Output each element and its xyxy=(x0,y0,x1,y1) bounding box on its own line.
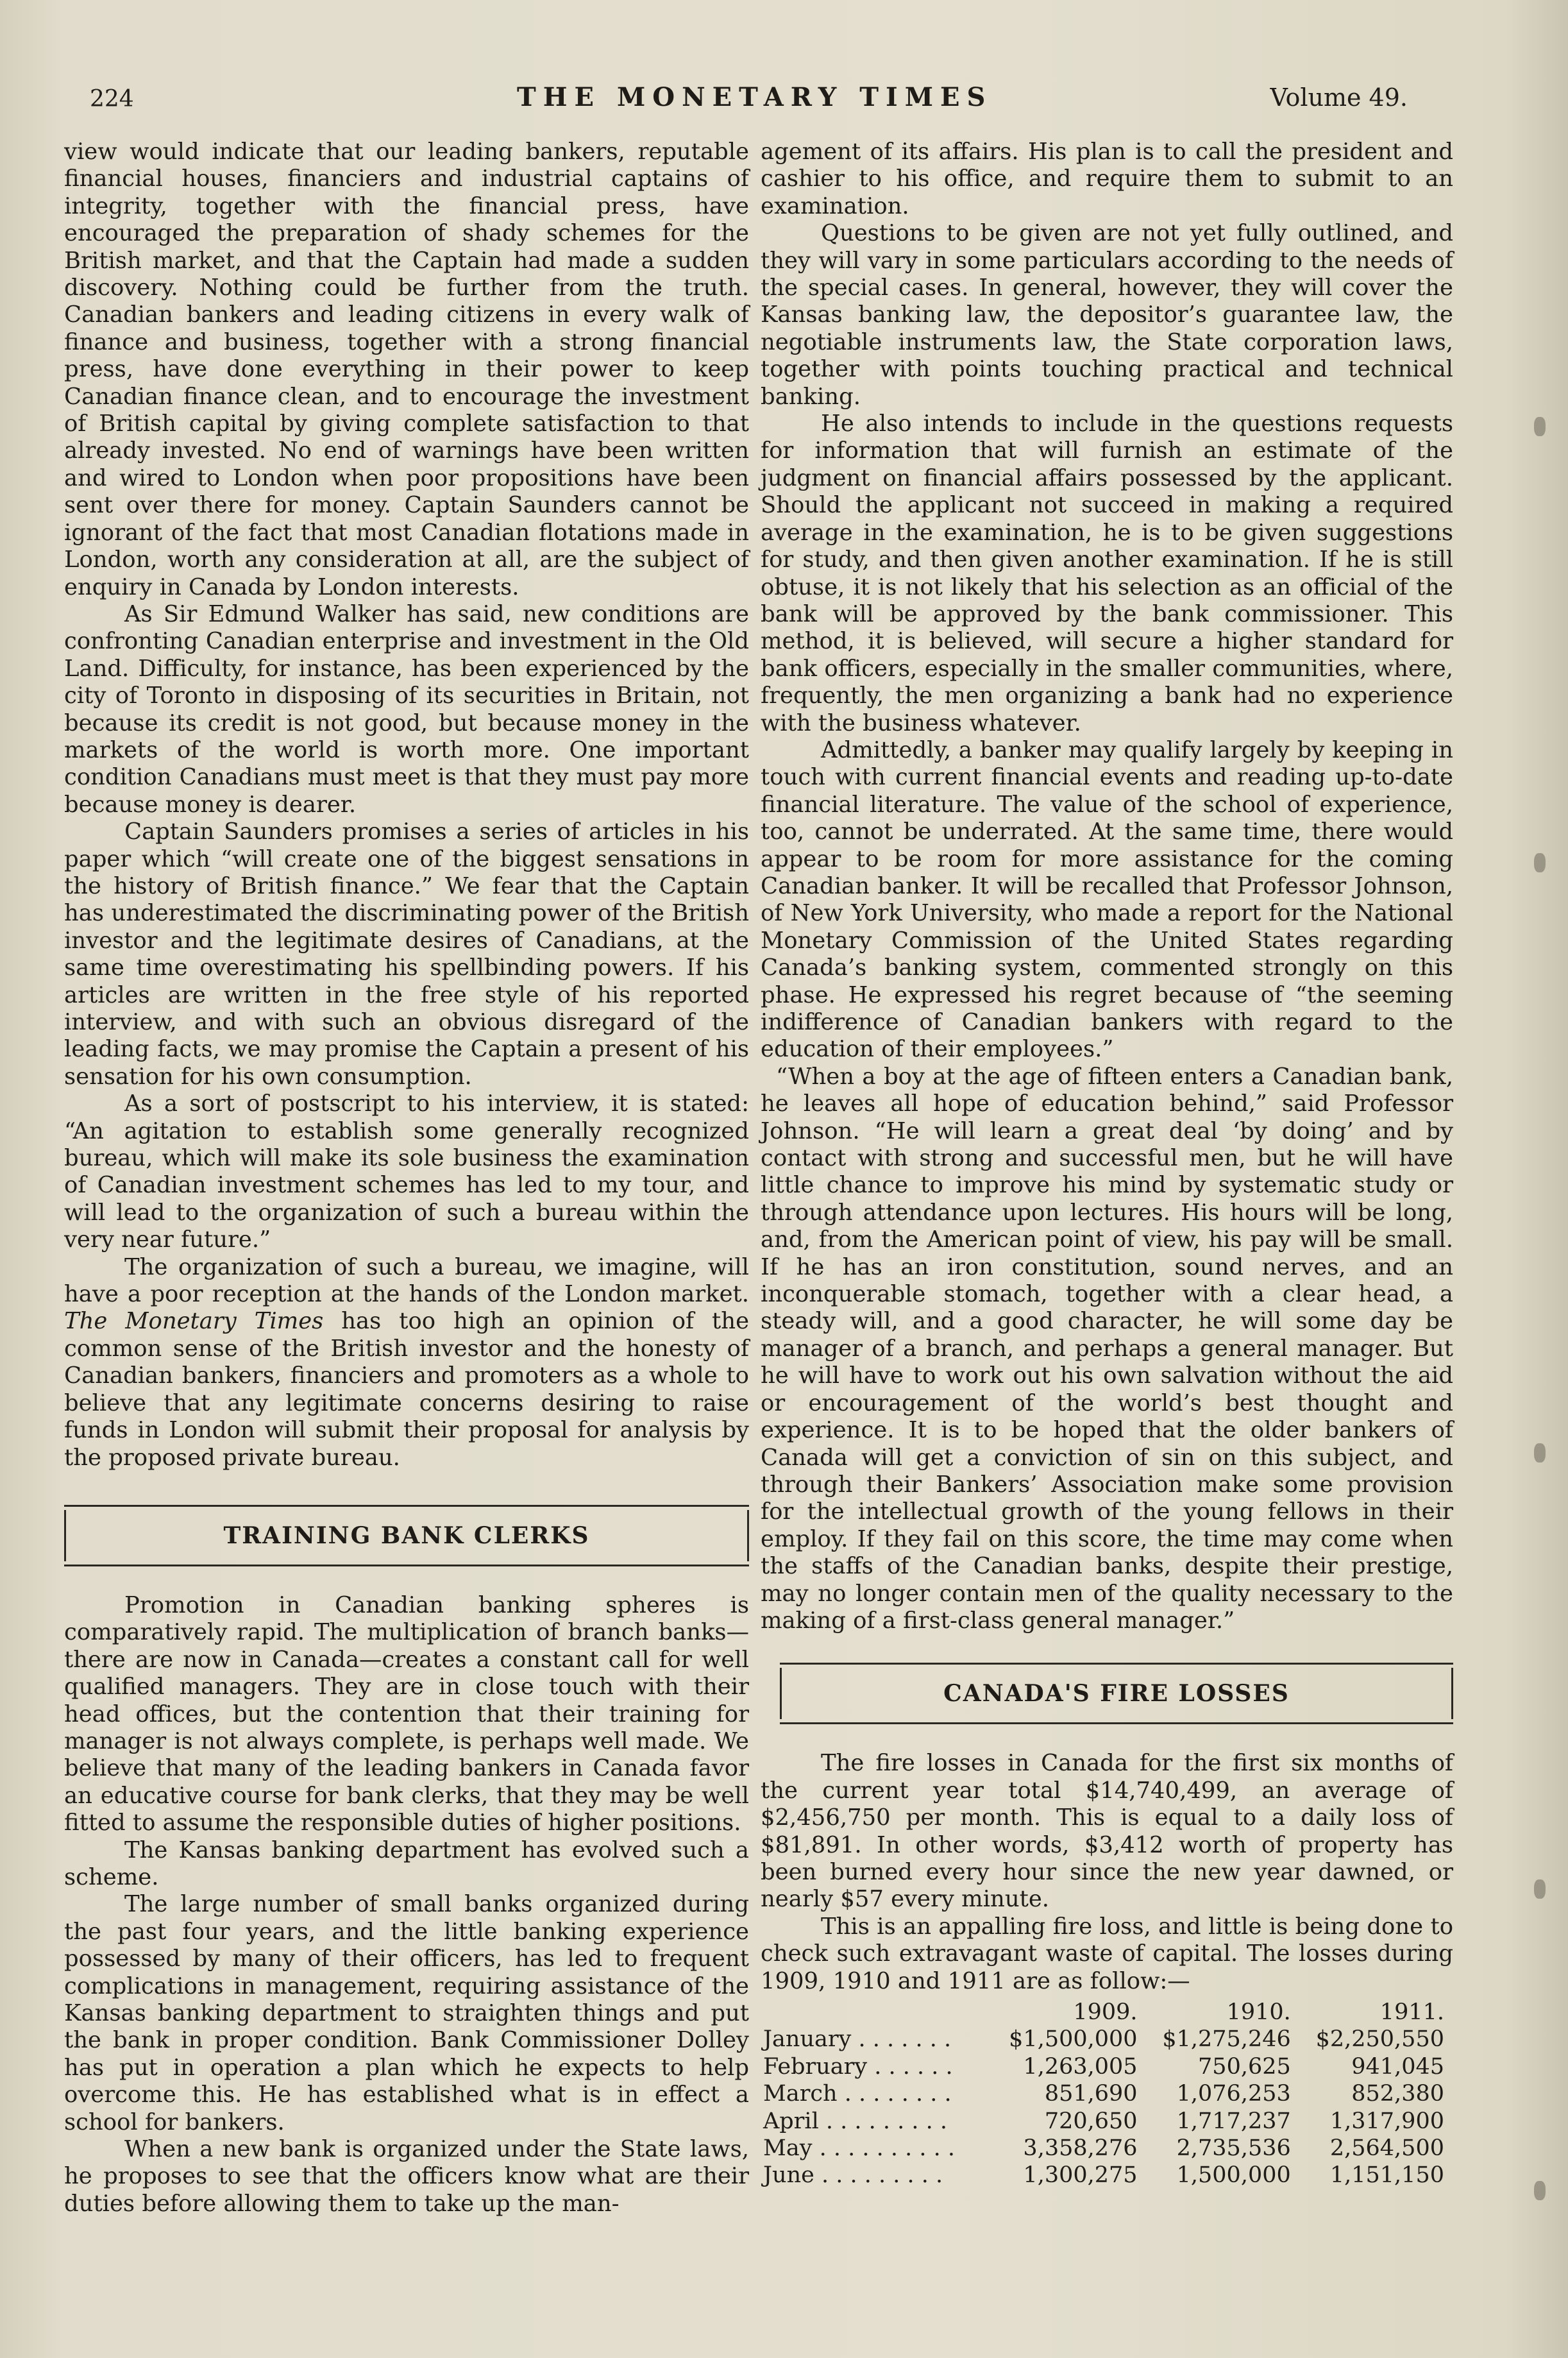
table-cell: 1,263,005 xyxy=(1023,2053,1138,2080)
paragraph: Promotion in Canadian banking spheres is comparatively rapid. The multiplication of branch banks—there are now in Canada—creates a constant call for well qualified managers. They are in close touch with their head offices, but the contention that their training for manager is not always complete, is perhaps well made. We believe that many of the leading bankers in Canada favor an educative course for bank clerks, that they may be well fitted to assume the responsible duties of higher positions. xyxy=(64,1591,749,1836)
page-number: 224 xyxy=(90,86,134,112)
table-cell: 852,380 xyxy=(1351,2081,1444,2107)
paragraph: As Sir Edmund Walker has said, new conditions are confronting Canadian enterprise and investment in the Old Land. Difficulty, for instance, has been experienced by the city of Toronto in disposing of its securities in Britain, not because its credit is not good, but because money in the markets of the world is worth more. One important condition Canadians must meet is that they must pay more because money is dearer. xyxy=(64,600,749,818)
table-cell: 2,735,536 xyxy=(1176,2135,1291,2162)
margin-mark xyxy=(1534,2181,1546,2200)
table-cell: June . . . . . . . . . xyxy=(763,2162,943,2189)
paragraph: Captain Saunders promises a series of articles in his paper which “will create one of the biggest sensations in the history of British finance.” We fear that the Captain has underestimated the discriminating power of the British investor and the legitimate desires of Canadians, at the same time overestimating his spellbinding powers. If his articles are written in the free style of his reported interview, and with such an obvious disregard of the leading facts, we may promise the Captain a present of his sensation for his own consumption. xyxy=(64,819,749,1090)
paragraph: The large number of small banks organized during the past four years, and the little banking experience possessed by many of their officers, has led to frequent complications in management, requiring assistance of the Kansas banking department to straighten things and put the bank in proper condition. Bank Commissioner Dolley has put in operation a plan which he expects to help overcome this. He has established what is in effect a school for bankers. xyxy=(64,1891,749,2135)
table-cell: $1,500,000 xyxy=(1009,2026,1138,2053)
volume-label: Volume 49. xyxy=(1270,83,1408,112)
paragraph xyxy=(64,1254,749,1472)
table-cell: $1,275,246 xyxy=(1162,2026,1291,2053)
fire-losses-table xyxy=(761,1999,1447,2189)
table-cell: 1,151,150 xyxy=(1329,2162,1444,2189)
paragraph: This is an appalling fire loss, and little is being done to check such extravagant waste of capital. The losses during 1909, 1910 and 1911 are as follow:— xyxy=(761,1913,1453,1994)
left-column xyxy=(64,139,749,2218)
table-cell: March . . . . . . . . xyxy=(763,2081,952,2107)
table-header: 1911. xyxy=(1379,1999,1444,2025)
paragraph: As a sort of postscript to his interview, it is stated: “An agitation to establish some generally recognized bureau, which will make its sole business the examination of Canadian investment schemes has led to my tour, and will lead to the organization of such a bureau within the very near future.” xyxy=(64,1090,749,1253)
margin-mark xyxy=(1534,1443,1546,1463)
paragraph: Questions to be given are not yet fully outlined, and they will vary in some particulars according to the needs of the special cases. In general, however, they will cover the Kansas banking law, the depositor’s guarantee law, the negotiable instruments law, the State corporation laws, together with points touching practical and technical banking. xyxy=(761,220,1453,410)
paragraph: Admittedly, a banker may qualify largely by keeping in touch with current financial events and reading up-to-date financial literature. The value of the school of experience, too, cannot be underrated. At the same time, there would appear to be room for more assistance for the coming Canadian banker. It will be recalled that Professor Johnson, of New York University, who made a report for the National Monetary Commission of the United States regarding Canada’s banking system, commented strongly on this phase. He expressed his regret because of “the seeming indifference of Canadian bankers with regard to the education of their employees.” xyxy=(761,736,1453,1063)
table-row xyxy=(761,2080,1447,2107)
table-cell: 1,300,275 xyxy=(1023,2162,1138,2189)
table-header xyxy=(761,1999,986,2026)
section-heading: CANADA'S FIRE LOSSES xyxy=(780,1668,1453,1719)
paragraph-text: The organization of such a bureau, we imagine, will have a poor reception at the hands of the London market. xyxy=(64,1253,749,1308)
table-cell: 750,625 xyxy=(1198,2053,1291,2080)
table-row xyxy=(761,2108,1447,2135)
paragraph: He also intends to include in the questions requests for information that will furnish an estimate of the judgment on financial affairs possessed by the applicant. Should the applicant not succeed in making a required average in the examination, he is to be given suggestions for study, and then given another examination. If he is still obtuse, it is not likely that his selection as an official of the bank will be approved by the bank commissioner. This method, it is believed, will secure a higher standard for bank officers, especially in the smaller communities, where, frequently, the men organizing a bank had no experience with the business whatever. xyxy=(761,411,1453,736)
paragraph-text: has too high an opinion of the common sense of the British investor and the honesty of Canadian bankers, financiers and promoters as a whole to believe that any legitimate concerns desiring to raise funds in London will submit their proposal for analysis by the proposed private bureau. xyxy=(64,1308,750,1471)
paragraph: The Kansas banking department has evolved such a scheme. xyxy=(64,1836,749,1890)
table-cell: 3,358,276 xyxy=(1023,2135,1138,2162)
table-cell: 1,076,253 xyxy=(1176,2081,1291,2107)
margin-mark xyxy=(1534,853,1546,872)
table-cell: 1,317,900 xyxy=(1329,2108,1444,2134)
table-cell: April . . . . . . . . . xyxy=(763,2108,948,2134)
table-cell: May . . . . . . . . . . xyxy=(763,2135,955,2162)
table-row xyxy=(761,2053,1447,2080)
paragraph: view would indicate that our leading bankers, reputable financial houses, financiers and industrial captains of integrity, together with the financial press, have encouraged the preparation of shady schemes for the British market, and that the Captain had made a sudden discovery. Nothing could be further from the truth. Canadian bankers and leading citizens in every walk of finance and business, together with a strong financial press, have done everything in their power to keep Canadian finance clean, and to encourage the investment of British capital by giving complete satisfaction to that already invested. No end of warnings have been written and wired to London when poor propositions have been sent over there for money. Captain Saunders cannot be ignorant of the fact that most Canadian flotations made in London, worth any consideration at all, are the subject of enquiry in Canada by London interests. xyxy=(64,139,749,600)
paragraph: The fire losses in Canada for the first six months of the current year total $14,740,499, an average of $2,456,750 per month. This is equal to a daily loss of $81,891. In other words, $3,412 worth of property has been burned every hour since the new year dawned, or nearly $57 every minute. xyxy=(761,1750,1453,1913)
table-cell: 941,045 xyxy=(1351,2053,1444,2080)
table-cell: 851,690 xyxy=(1044,2081,1138,2107)
table-row xyxy=(761,2026,1447,2053)
table-cell: January . . . . . . . xyxy=(763,2026,952,2053)
table-header: 1909. xyxy=(1073,1999,1138,2025)
page-header xyxy=(0,80,1568,118)
paragraph: “When a boy at the age of fifteen enters a Canadian bank, he leaves all hope of education behind,” said Professor Johnson. “He will learn a great deal ‘by doing’ and by contact with strong and successful men, but he will have little chance to improve his mind by systematic study or through attendance upon lectures. His hours will be long, and, from the American point of view, his pay will be small. If he has an iron constitution, sound nerves, and an inconquerable stomach, together with a clear head, a steady will, and a good character, he will some day be manager of a branch, and perhaps a general manager. But he will have to work out his own salvation without the aid or encouragement of the world’s best thought and experience. It is to be hoped that the older bankers of Canada will get a conviction of sin on this subject, and through their Bankers’ Association make some provision for the intellectual growth of the young fellows in their employ. If they fail on this score, the time may come when the staffs of the Canadian banks, despite their prestige, may no longer contain men of the quality necessary to the making of a first-class general manager.” xyxy=(761,1063,1453,1634)
masthead-title: THE MONETARY TIMES xyxy=(517,82,993,112)
right-column xyxy=(761,139,1453,2189)
paragraph: When a new bank is organized under the State laws, he proposes to see that the officers know what are their duties before allowing them to take up the man- xyxy=(64,2136,749,2217)
margin-mark xyxy=(1534,417,1546,436)
table-row xyxy=(761,2135,1447,2162)
publication-title: The Monetary Times xyxy=(64,1308,324,1335)
table-cell: 2,564,500 xyxy=(1329,2135,1444,2162)
section-heading-box xyxy=(64,1505,749,1566)
table-cell: February . . . . . . xyxy=(763,2053,953,2080)
margin-mark xyxy=(1534,1879,1546,1899)
section-heading-box xyxy=(780,1663,1453,1724)
table-row xyxy=(761,2162,1447,2189)
table-header-row xyxy=(761,1999,1447,2026)
table-cell: 720,650 xyxy=(1044,2108,1138,2134)
table-cell: 1,500,000 xyxy=(1176,2162,1291,2189)
table-header: 1910. xyxy=(1226,1999,1291,2025)
paragraph: agement of its affairs. His plan is to call the president and cashier to his office, and require them to submit to an examination. xyxy=(761,139,1453,219)
section-heading: TRAINING BANK CLERKS xyxy=(64,1510,749,1561)
table-cell: $2,250,550 xyxy=(1315,2026,1444,2053)
table-cell: 1,717,237 xyxy=(1176,2108,1291,2134)
